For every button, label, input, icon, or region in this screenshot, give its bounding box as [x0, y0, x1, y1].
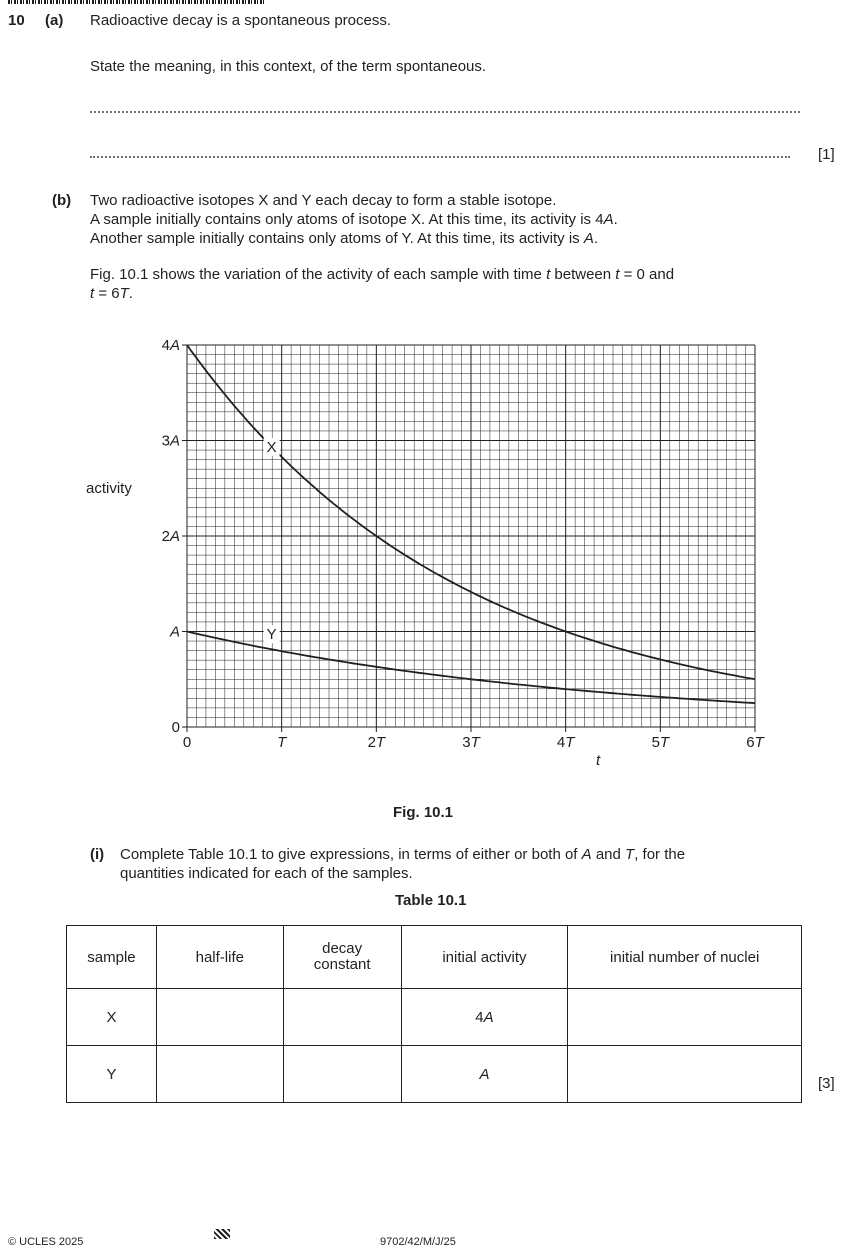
- table-header-row: [67, 926, 802, 989]
- footer-copyright: © UCLES 2025: [8, 1236, 84, 1248]
- cell-initial-nuclei-input[interactable]: [568, 1046, 802, 1103]
- y-tick-label: 4A: [161, 337, 180, 354]
- x-tick-label: 5T: [651, 734, 670, 751]
- x-tick-label: T: [277, 734, 287, 751]
- part-a-statement: Radioactive decay is a spontaneous process.: [90, 12, 392, 29]
- part-b-line3: Another sample initially contains only atoms of Y. At this time, its activity is A.: [90, 230, 599, 247]
- part-b-line2: A sample initially contains only atoms of isotope X. At this time, its activity is 4A.: [90, 211, 618, 228]
- x-tick-label: 0: [182, 734, 192, 751]
- cell-initial-activity: A: [401, 1046, 568, 1103]
- footer-paper-code: 9702/42/M/J/25: [380, 1236, 456, 1248]
- fig-intro-line2: t = 6T.: [90, 285, 133, 302]
- header-initial-nuclei: initial number of nuclei: [568, 926, 802, 989]
- table-row: [67, 989, 802, 1046]
- header-initial-activity: initial activity: [401, 926, 568, 989]
- y-tick-label: 0: [171, 719, 180, 736]
- cell-sample: X: [67, 989, 157, 1046]
- part-b-line1: Two radioactive isotopes X and Y each decay to form a stable isotope.: [90, 192, 557, 209]
- cell-initial-nuclei-input[interactable]: [568, 989, 802, 1046]
- answer-table: [66, 925, 802, 1103]
- series-label-X: X: [266, 438, 277, 456]
- table-row: [67, 1046, 802, 1103]
- header-half-life: half-life: [156, 926, 283, 989]
- x-tick-label: 6T: [746, 734, 764, 751]
- cell-sample: Y: [67, 1046, 157, 1103]
- part-bi-line2: quantities indicated for each of the samples.: [120, 865, 413, 882]
- table-title: Table 10.1: [395, 892, 467, 909]
- part-bi-label: (i): [90, 846, 105, 863]
- question-number: 10: [8, 12, 25, 29]
- y-axis-label: activity: [86, 480, 132, 497]
- axis-ticks: [182, 345, 755, 732]
- part-b-label: (b): [52, 192, 72, 209]
- x-tick-label: 4T: [556, 734, 575, 751]
- part-a-marks: [1]: [818, 146, 835, 163]
- cell-half-life-input[interactable]: [156, 1046, 283, 1103]
- x-axis-label: t: [596, 752, 601, 769]
- y-tick-label: A: [169, 623, 180, 641]
- part-a-label: (a): [45, 12, 64, 29]
- cell-decay-constant-input[interactable]: [283, 1046, 401, 1103]
- cell-half-life-input[interactable]: [156, 989, 283, 1046]
- figure-caption: Fig. 10.1: [393, 804, 454, 821]
- fig-intro-line1: Fig. 10.1 shows the variation of the activity of each sample with time t between t = 0 and: [90, 266, 675, 283]
- x-tick-label: 2T: [367, 734, 386, 751]
- part-bi-line1: Complete Table 10.1 to give expressions, in terms of either or both of A and T, for the: [120, 846, 686, 863]
- part-bi-marks: [3]: [818, 1075, 835, 1092]
- header-decay-constant: decay constant: [283, 926, 401, 989]
- footer-qr-code: [214, 1229, 230, 1239]
- y-tick-label: 2A: [161, 528, 180, 545]
- cell-decay-constant-input[interactable]: [283, 989, 401, 1046]
- header-sample: sample: [67, 926, 157, 989]
- x-tick-label: 3T: [462, 734, 480, 751]
- cell-initial-activity: 4A: [401, 989, 568, 1046]
- y-tick-label: 3A: [161, 432, 180, 450]
- part-a-prompt: State the meaning, in this context, of the term spontaneous.: [90, 58, 487, 75]
- series-label-Y: Y: [266, 626, 277, 644]
